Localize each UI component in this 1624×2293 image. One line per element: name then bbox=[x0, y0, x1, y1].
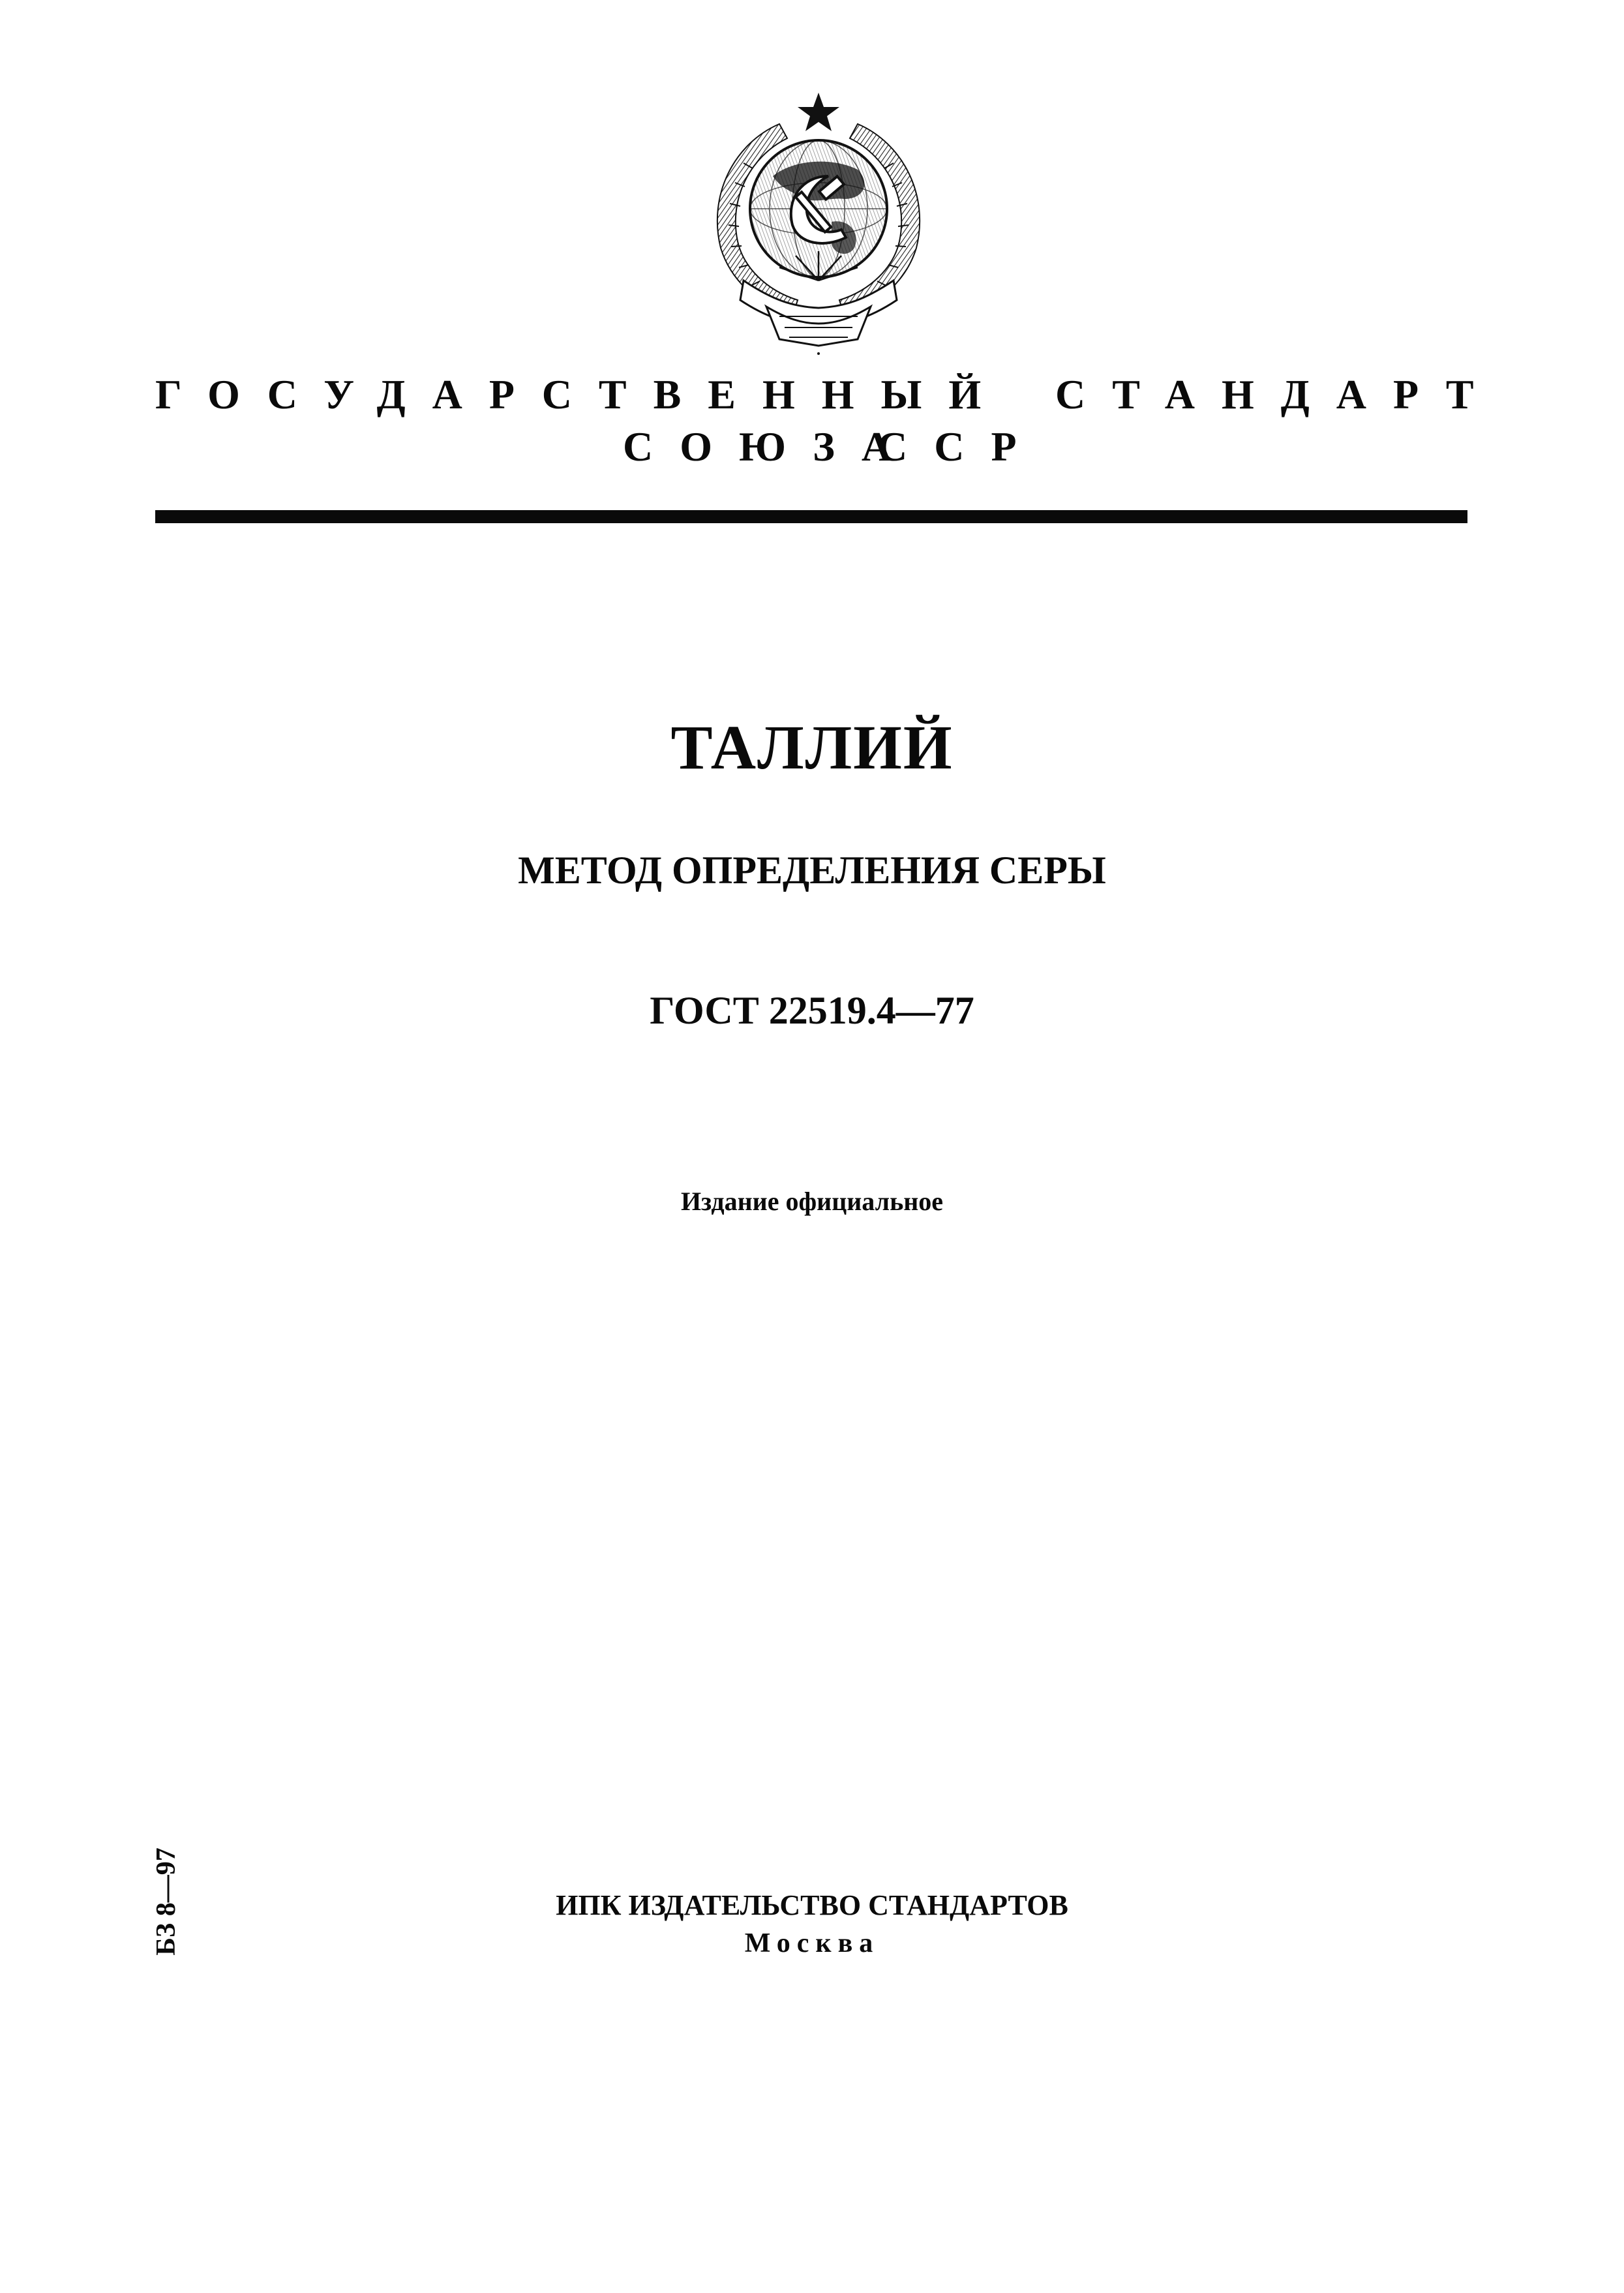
edition-label: Издание официальное bbox=[680, 1187, 944, 1216]
side-code-text: БЗ 8—97 bbox=[151, 1847, 181, 1956]
header-word-union: СОЮЗА bbox=[623, 423, 919, 470]
publisher-name: ИПК ИЗДАТЕЛЬСТВО СТАНДАРТОВ bbox=[556, 1889, 1068, 1921]
header-divider bbox=[155, 510, 1467, 523]
header-line-1 bbox=[0, 371, 1624, 416]
header-word-ssr: ССР bbox=[877, 423, 1044, 470]
document-title: ТАЛЛИЙ bbox=[670, 712, 954, 782]
header-word-standard: СТАНДАРТ bbox=[1055, 371, 1501, 418]
header-word-state: ГОСУДАРСТВЕННЫЙ bbox=[155, 371, 1008, 418]
header-line-2 bbox=[0, 423, 1624, 468]
document-code: ГОСТ 22519.4—77 bbox=[650, 989, 974, 1032]
ussr-emblem-icon bbox=[682, 85, 955, 359]
publisher-city: Москва bbox=[744, 1928, 880, 1958]
document-subtitle: МЕТОД ОПРЕДЕЛЕНИЯ СЕРЫ bbox=[518, 849, 1106, 892]
